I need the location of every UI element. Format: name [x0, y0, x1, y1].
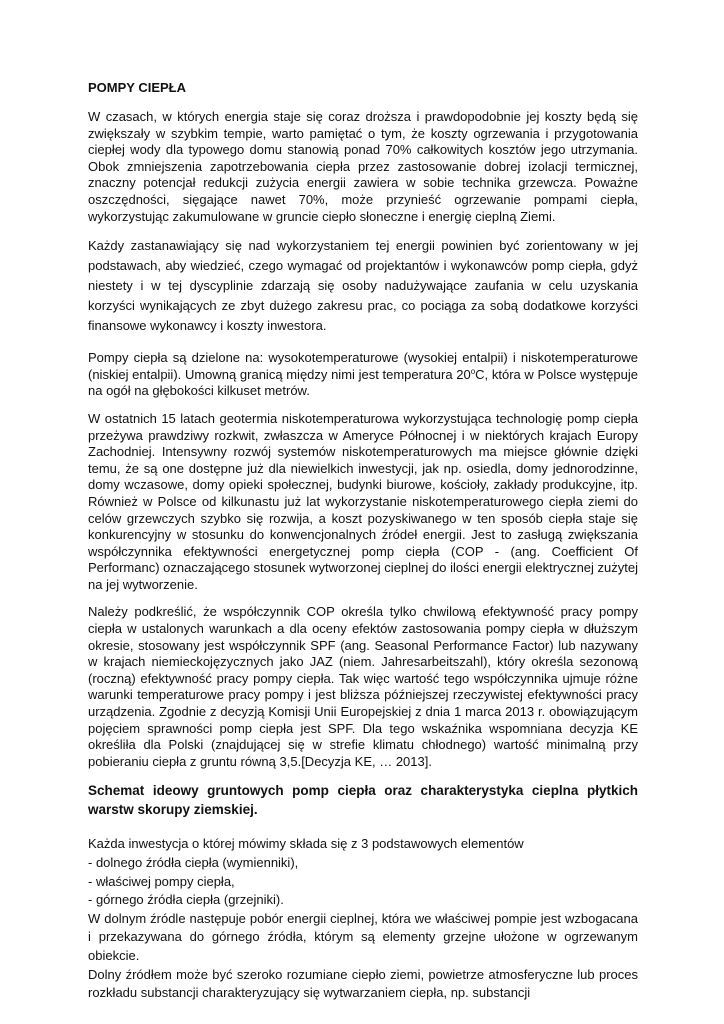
list-item: - dolnego źródła ciepła (wymienniki), — [88, 855, 299, 870]
paragraph-heat-pump-types-tail: C, która w Polsce występuje na ogół na głębokości kilkuset metrów. — [88, 366, 638, 399]
document-page — [88, 80, 638, 1003]
paragraph-geothermal-development: W ostatnich 15 latach geotermia niskotemperaturowa wykorzystująca technologię pomp ciepła przeżywa prawdziwy rozkwit, zwłaszcza w Ameryce Północnej i w niektórych krajach Europy Zachodniej. Intensywny rozwój systemów niskotemperaturowych ma miejsce głównie dzięki temu, że są one dostępne już dla niewielkich inwestycji, jak np. osiedla, domy jednorodzinne, domy wczasowe, domy opieki społecznej, budynki biurowe, kościoły, zakłady produkcyjne, itp. Również w Polsce od kilkunastu już lat wykorzystanie niskotemperaturowego ciepła ziemi do celów grzewczych szybko się rozwija, a koszt pozyskiwanego w ten sposób ciepła staje się konkurencyjny w stosunku do konwencjonalnych źródeł energii. Jest to zasługą zwiększania współczynnika efektywności energetycznej pomp ciepła (COP - (ang. Coefficient Of Performanc) oznaczającego stosunek wytworzonej cieplnej do ilości energii elektrycznej zużytej na jej wytworzenie. — [88, 410, 638, 592]
degree-sign: o — [470, 366, 476, 376]
list-item: - właściwej pompy ciepła, — [88, 873, 235, 889]
section-subheading: Schemat ideowy gruntowych pomp ciepła oraz charakterystyka cieplna płytkich warstw skorupy ziemskiej. — [88, 783, 638, 818]
paragraph-lower-source-types: Dolny źródłem może być szeroko rozumiane ciepło ziemi, powietrze atmosferyczne lub proces rozkładu substancji charakteryzujący się wytwarzaniem ciepła, np. substancji — [88, 966, 638, 1001]
paragraph-elements-intro: Każda inwestycja o której mówimy składa się z 3 podstawowych elementów — [88, 836, 524, 852]
elements-list — [88, 854, 638, 910]
document-title: POMPY CIEPŁA — [88, 80, 187, 95]
paragraph-investor-advice: Każdy zastanawiający się nad wykorzystaniem tej energii powinien być zorientowany w jej podstawach, aby wiedzieć, czego wymagać od projektantów i wykonawców pomp ciepła, gdyż niestety i w tej dyscyplinie zdarzają się osoby nadużywające zaufania w celu uzyskania korzyści wynikających ze zbyt dużego zakresu prac, co pociąga za sobą dodatkowe korzyści finansowe wykonawcy i koszty inwestora. — [88, 238, 638, 334]
list-item: - górnego źródła ciepła (grzejniki). — [88, 892, 284, 908]
paragraph-heat-pump-types — [88, 350, 638, 400]
paragraph-heat-pump-types-text: Pompy ciepła są dzielone na: wysokotemperaturowe (wysokiej entalpii) i niskotemperaturowe (niskiej entalpii). Umowną granicą między nimi jest temperatura 20 — [88, 350, 638, 382]
paragraph-energy-costs: W czasach, w których energia staje się coraz droższa i prawdopodobnie jej koszty będą się zwiększały w szybkim tempie, warto pamiętać o tym, że koszty ogrzewania i przygotowania ciepłej wody dla typowego domu stanowią ponad 70% całkowitych kosztów jego utrzymania. Obok zmniejszenia zapotrzebowania ciepła przez zastosowanie dobrej izolacji termicznej, znaczny potencjał redukcji zużycia energii zawiera w sobie technika grzewcza. Poważne oszczędności, sięgające nawet 70%, może przynieść ogrzewanie pompami ciepła, wykorzystując zakumulowane w gruncie ciepło słoneczne i energię cieplną Ziemi. — [88, 109, 638, 224]
paragraph-cop-spf: Należy podkreślić, że współczynnik COP określa tylko chwilową efektywność pracy pompy ciepła w ustalonych warunkach a dla oceny efektów zastosowania pompy ciepła w dłuższym okresie, stosowany jest współczynnik SPF (ang. Seasonal Performance Factor) lub nazywany w krajach niemieckojęzycznych jako JAZ (niem. Jahresarbeitszahl), który określa sezonową (roczną) efektywność pracy pompy ciepła. Tak więc wartość tego współczynnika ujmuje różne warunki temperaturowe pracy pompy i jest bliższa późniejszej rzeczywistej efektywności pracy urządzenia. Zgodnie z decyzją Komisji Unii Europejskiej z dnia 1 marca 2013 r. obowiązującym pojęciem sprawności pomp ciepła jest SPF. Dla tego wskaźnika wspomniana decyzja KE określiła dla Polski (znajdującej się w strefie klimatu chłodnego) wartość minimalną przy pobieraniu ciepła z gruntu równą 3,5.[Decyzja KE, … 2013]. — [88, 604, 638, 769]
paragraph-lower-source: W dolnym źródle następuje pobór energii cieplnej, która we właściwej pompie jest wzbogacana i przekazywana do górnego źródła, którym są elementy grzejne ułożone w ogrzewanym obiekcie. — [88, 910, 638, 963]
